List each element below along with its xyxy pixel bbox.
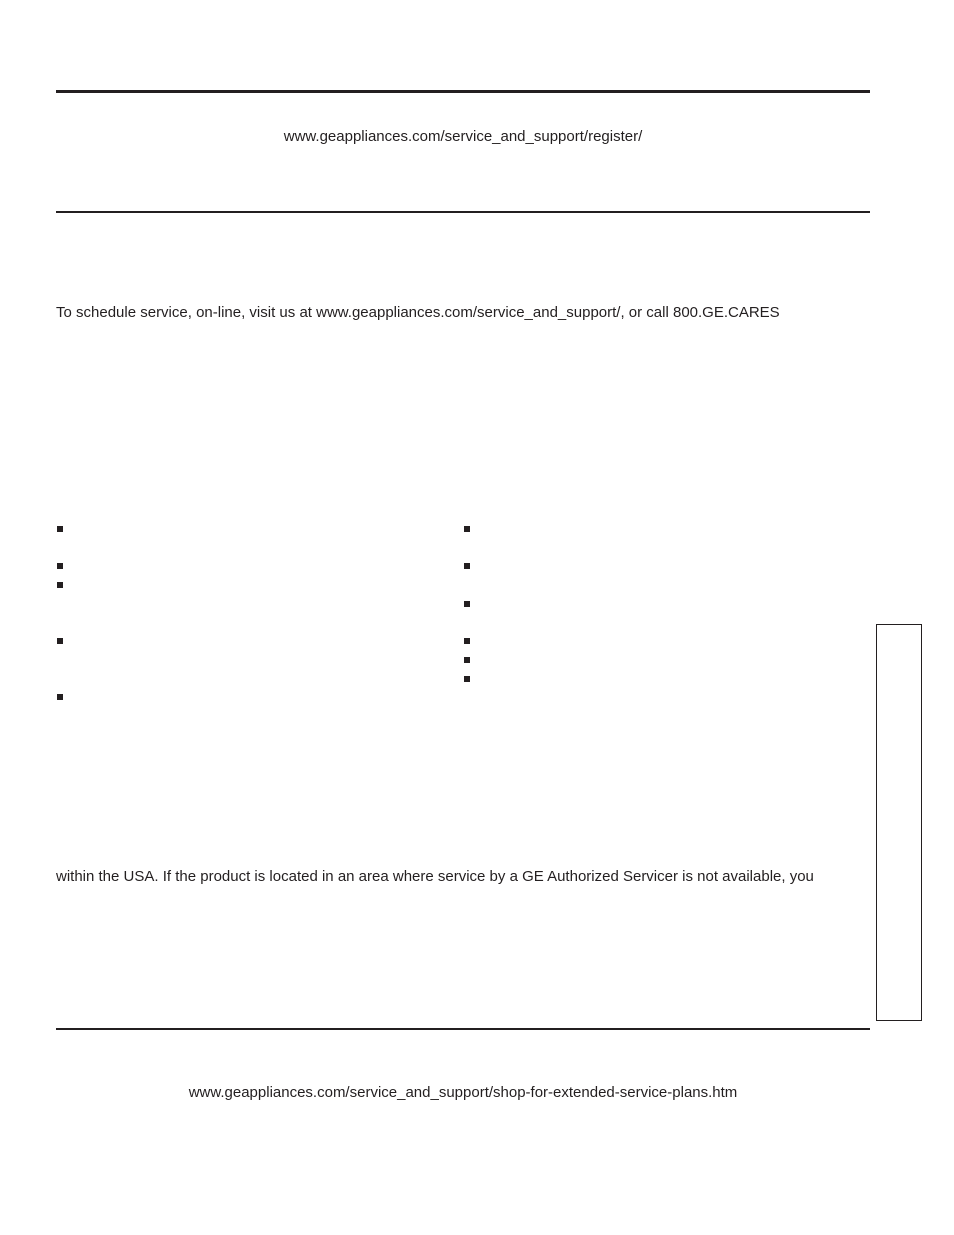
bullet-left-4 (57, 638, 63, 644)
bullet-right-5 (464, 657, 470, 663)
top-divider (56, 90, 870, 93)
bullet-left-1 (57, 526, 63, 532)
bullet-left-3 (57, 582, 63, 588)
coverage-text: within the USA. If the product is located in an area where service by a GE Authorized Servicer is not available, you (56, 868, 814, 885)
bullet-right-3 (464, 601, 470, 607)
side-tab-box (876, 624, 922, 1021)
registration-url[interactable]: www.geappliances.com/service_and_support/register/ (283, 128, 643, 145)
section-divider-service (56, 211, 870, 213)
bullet-right-2 (464, 563, 470, 569)
bullet-right-4 (464, 638, 470, 644)
schedule-service-text: To schedule service, on-line, visit us at www.geappliances.com/service_and_support/, or call 800.GE.CARES (56, 304, 780, 321)
extended-service-url[interactable]: www.geappliances.com/service_and_support/shop-for-extended-service-plans.htm (188, 1084, 738, 1101)
bullet-left-5 (57, 694, 63, 700)
bullet-right-6 (464, 676, 470, 682)
section-divider-extended (56, 1028, 870, 1030)
bullet-right-1 (464, 526, 470, 532)
bullet-left-2 (57, 563, 63, 569)
